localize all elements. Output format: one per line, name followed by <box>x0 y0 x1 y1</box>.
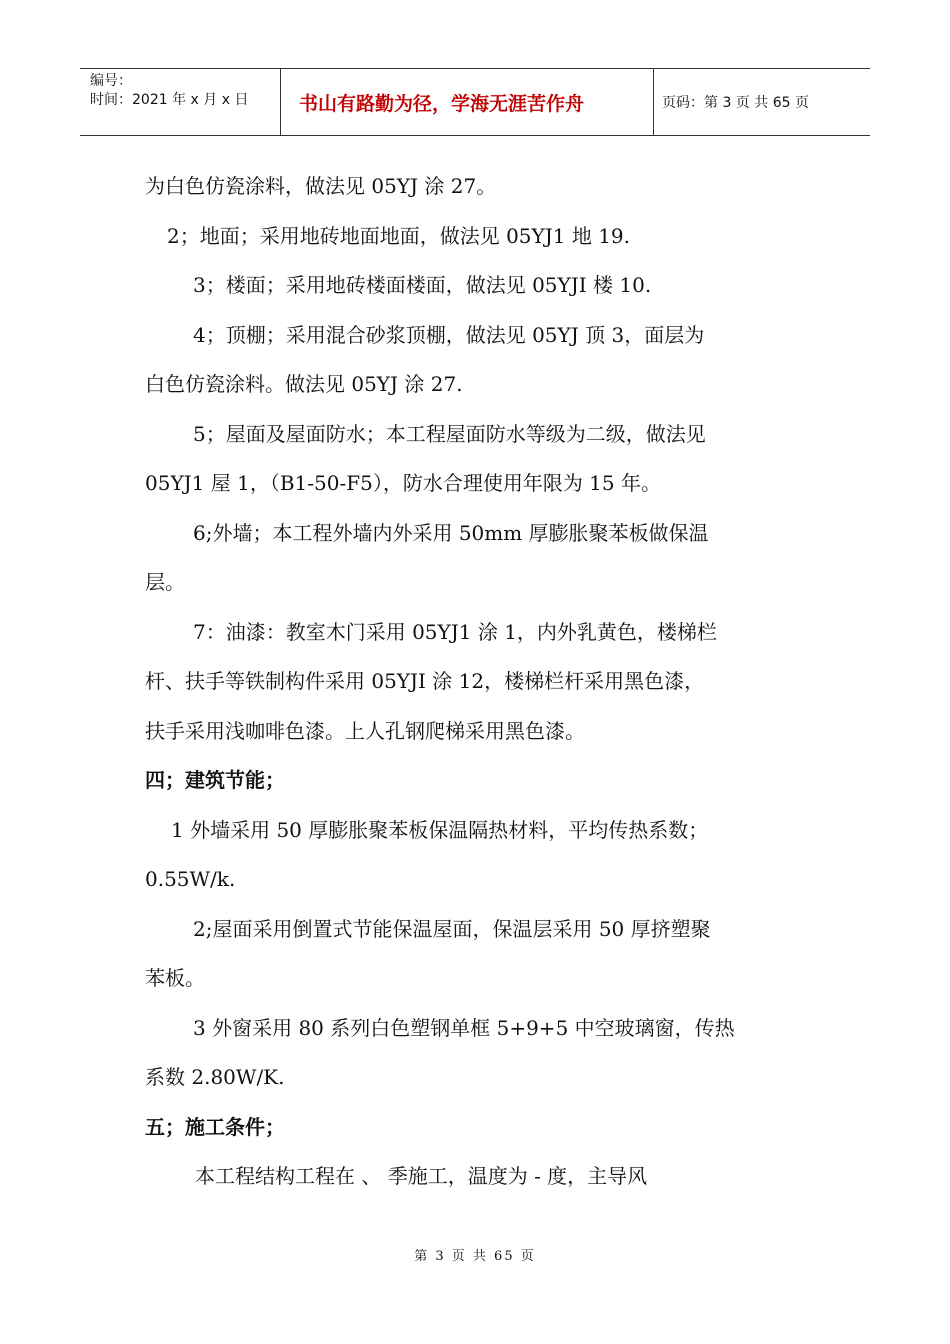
section-heading: 五；施工条件； <box>145 1114 285 1139</box>
page-footer: 第 3 页 共 65 页 <box>414 1249 536 1264</box>
text-line: 白色仿瓷涂料。做法见 05YJ 涂 27. <box>145 372 463 396</box>
text-line: 7：油漆：教室木门采用 05YJ1 涂 1，内外乳黄色，楼梯栏 <box>193 619 717 644</box>
text-line: 4；顶棚；采用混合砂浆顶棚，做法见 05YJ 顶 3，面层为 <box>193 322 705 347</box>
text-line: 5；屋面及屋面防水；本工程屋面防水等级为二级，做法见 <box>193 421 706 446</box>
text-line: 0.55W/k. <box>145 867 236 891</box>
header-meta <box>80 69 281 135</box>
date-label: 时间：2021 年 x 月 x 日 <box>90 92 249 108</box>
text-line: 层。 <box>145 570 185 594</box>
page-header <box>80 68 870 136</box>
text-line: 6;外墙；本工程外墙内外采用 50mm 厚膨胀聚苯板做保温 <box>193 520 709 545</box>
section-heading: 四；建筑节能； <box>145 768 285 792</box>
text-line: 2;屋面采用倒置式节能保温屋面，保温层采用 50 厚挤塑聚 <box>193 916 711 941</box>
header-motto: 书山有路勤为径，学海无涯苦作舟 <box>281 69 654 135</box>
number-label: 编号： <box>90 73 132 89</box>
text-line: 杆、扶手等铁制构件采用 05YJI 涂 12，楼梯栏杆采用黑色漆， <box>145 669 705 693</box>
text-line: 本工程结构工程在 、 季施工，温度为 - 度，主导风 <box>195 1164 648 1188</box>
document-body <box>145 162 810 1202</box>
text-line: 为白色仿瓷涂料，做法见 05YJ 涂 27。 <box>145 174 497 198</box>
text-line: 05YJ1 屋 1，（B1-50-F5），防水合理使用年限为 15 年。 <box>145 471 661 495</box>
header-page-info: 页码：第 3 页 共 65 页 <box>662 95 809 111</box>
text-line: 1 外墙采用 50 厚膨胀聚苯板保温隔热材料，平均传热系数； <box>171 817 709 842</box>
text-line: 苯板。 <box>145 966 205 990</box>
text-line: 扶手采用浅咖啡色漆。上人孔钢爬梯采用黑色漆。 <box>145 718 585 743</box>
text-line: 3 外窗采用 80 系列白色塑钢单框 5+9+5 中空玻璃窗，传热 <box>193 1015 735 1040</box>
text-line: 系数 2.80W/K. <box>145 1065 285 1089</box>
text-line: 2；地面；采用地砖地面地面，做法见 05YJ1 地 19. <box>167 223 630 248</box>
text-line: 3；楼面；采用地砖楼面楼面，做法见 05YJI 楼 10. <box>193 273 652 297</box>
